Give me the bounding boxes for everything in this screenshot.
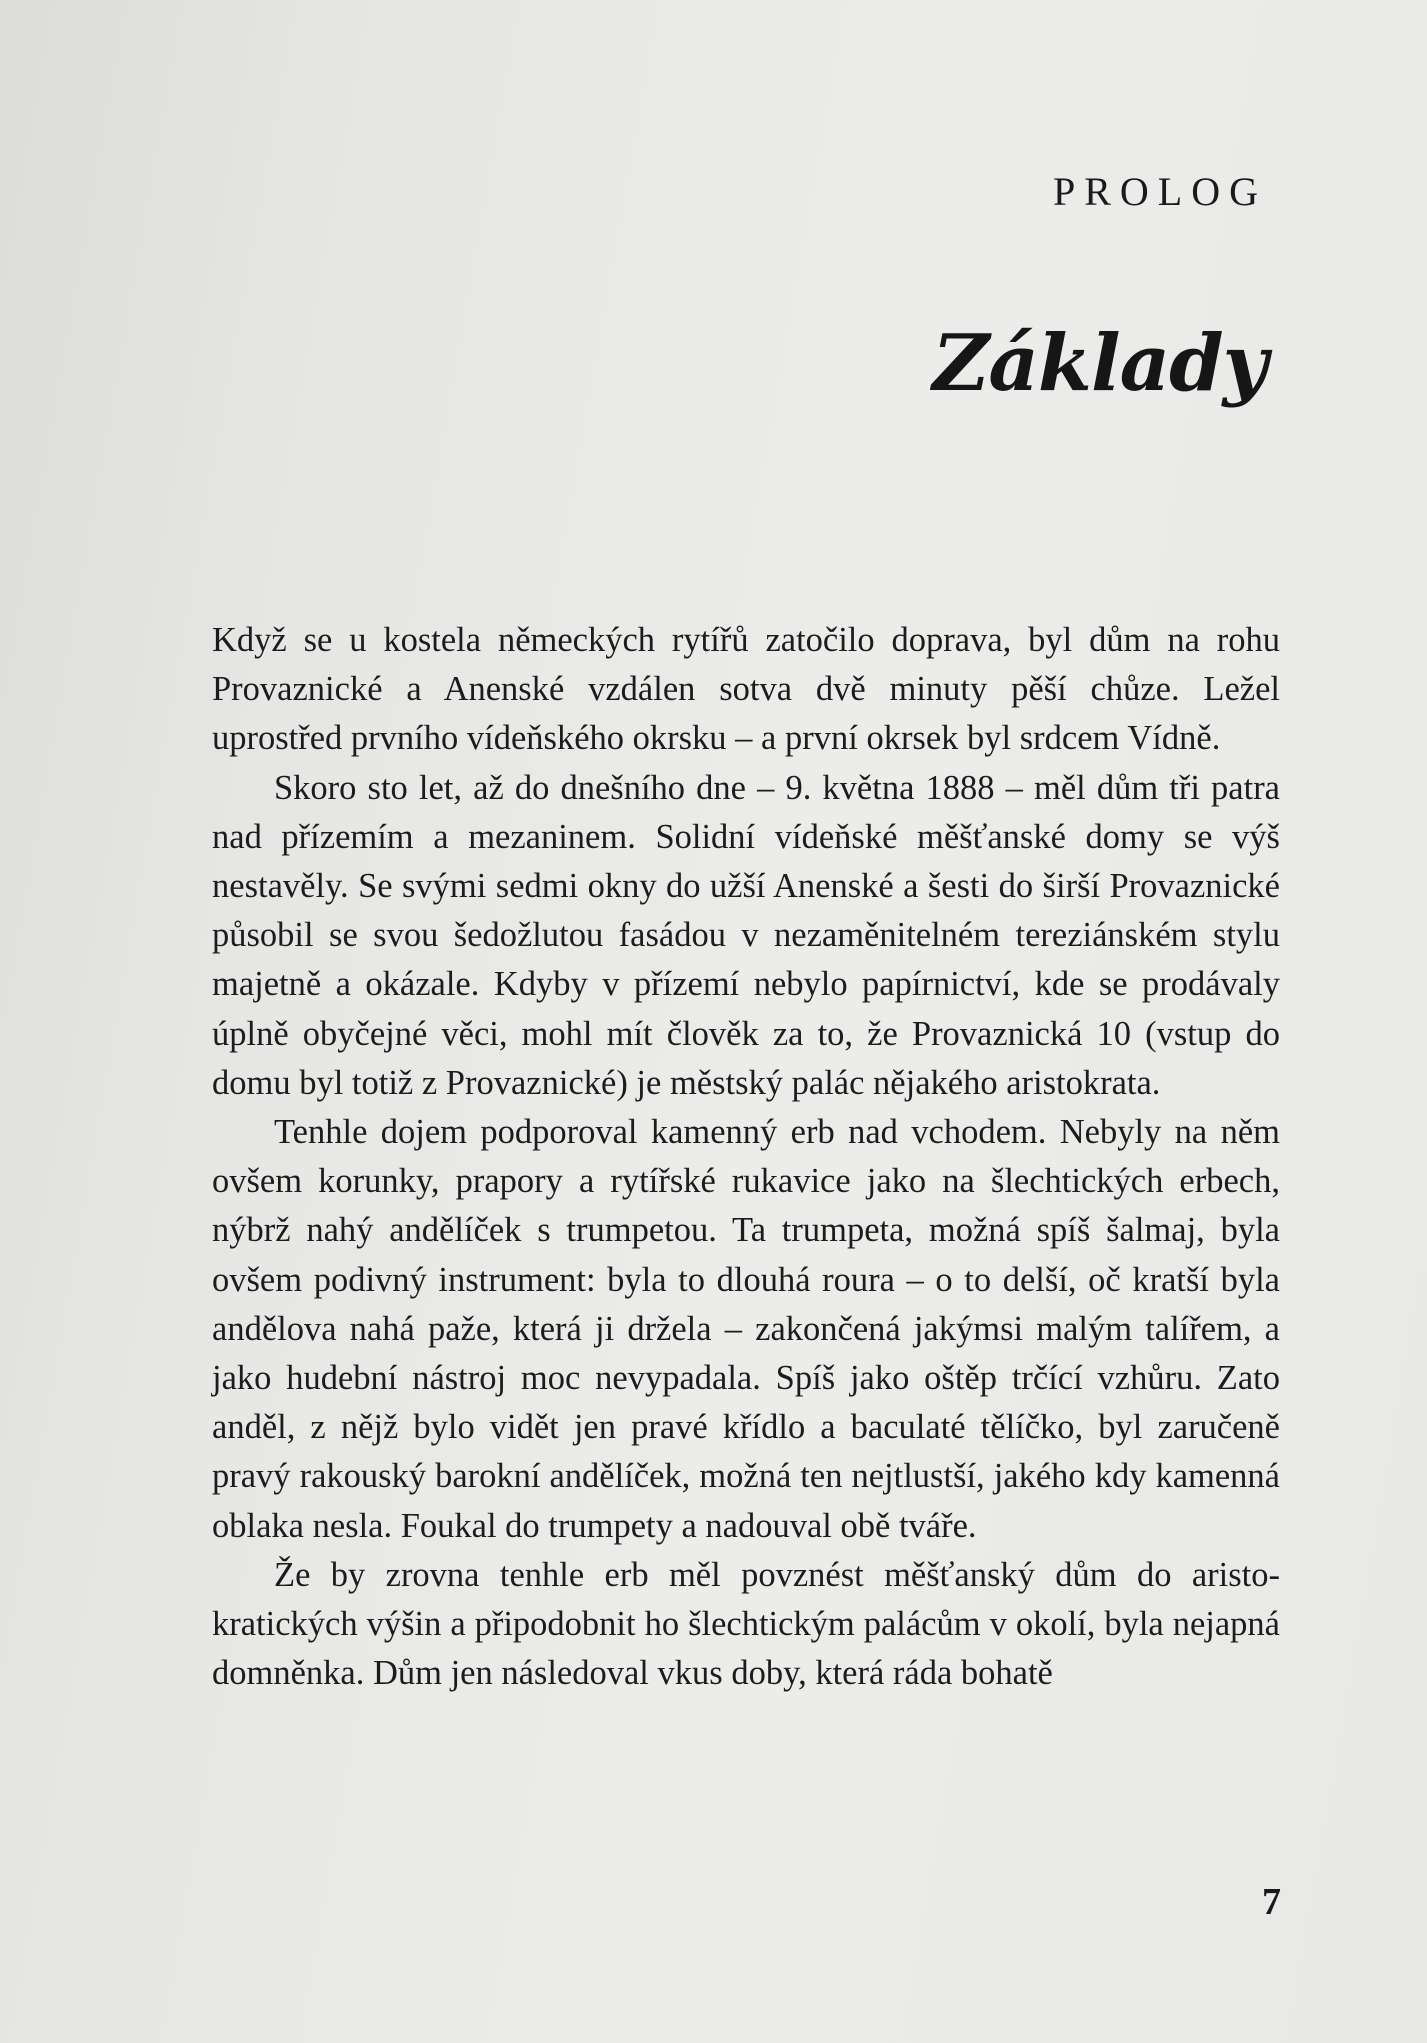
page-number: 7 (1262, 1881, 1281, 1923)
chapter-title: Základy (932, 318, 1267, 409)
paragraph: Když se u kostela německých rytířů zatočilo doprava, byl dům na rohu Provaznické a Anenské vzdálen sotva dvě minuty pěší chůze. Ležel uprostřed prvního vídeňského okrsku – a první okrsek byl srdcem Vídně. (212, 621, 1280, 758)
paragraph: Tenhle dojem podporoval kamenný erb nad vchodem. Nebyly na něm ovšem korunky, prapory a rytířské rukavice jako na šlechtických erbech, nýbrž nahý andělíček s trumpetou. Ta trumpeta, možná spíš šalmaj, byla ovšem podivný instrument: byla to dlouhá roura – o to delší, oč kratší byla andělova nahá paže, která ji držela – zakončená jakýmsi malým talířem, a jako hudební nástroj moc nevypadala. Spíš jako oštěp trčící vzhůru. Zato anděl, z nějž bylo vidět jen pravé křídlo a baculaté tělíčko, byl zaručeně pravý rakouský barokní andělíček, možná ten nejtlustší, jakého kdy kamenná oblaka nesla. Foukal do trumpety a nadouval obě tváře. (212, 1113, 1280, 1545)
paragraph: Že by zrovna tenhle erb měl povznést měšťanský dům do aristokratických výšin a připodobnit ho šlechtickým palácům v okolí, byla nejapná domněnka. Dům jen následoval vkus doby, která ráda bohatě (212, 1555, 1280, 1693)
body-text (212, 616, 1280, 1698)
chapter-label: PROLOG (1052, 169, 1267, 214)
paragraph: Skoro sto let, až do dnešního dne – 9. května 1888 – měl dům tři patra nad přízemím a mezaninem. Solidní vídeňské měšťanské domy se výš nestavěly. Se svými sedmi okny do užší Anenské a šesti do širší Provaznické působil se svou šedožlutou fasádou v nezaměnitelném tereziánském stylu majetně a okázale. Kdyby v přízemí nebylo papírnictví, kde se prodávaly úplně obyčejné věci, mohl mít člověk za to, že Provaznická 10 (vstup do domu byl totiž z Provaznické) je městský palác nějakého aristokrata. (212, 768, 1280, 1102)
